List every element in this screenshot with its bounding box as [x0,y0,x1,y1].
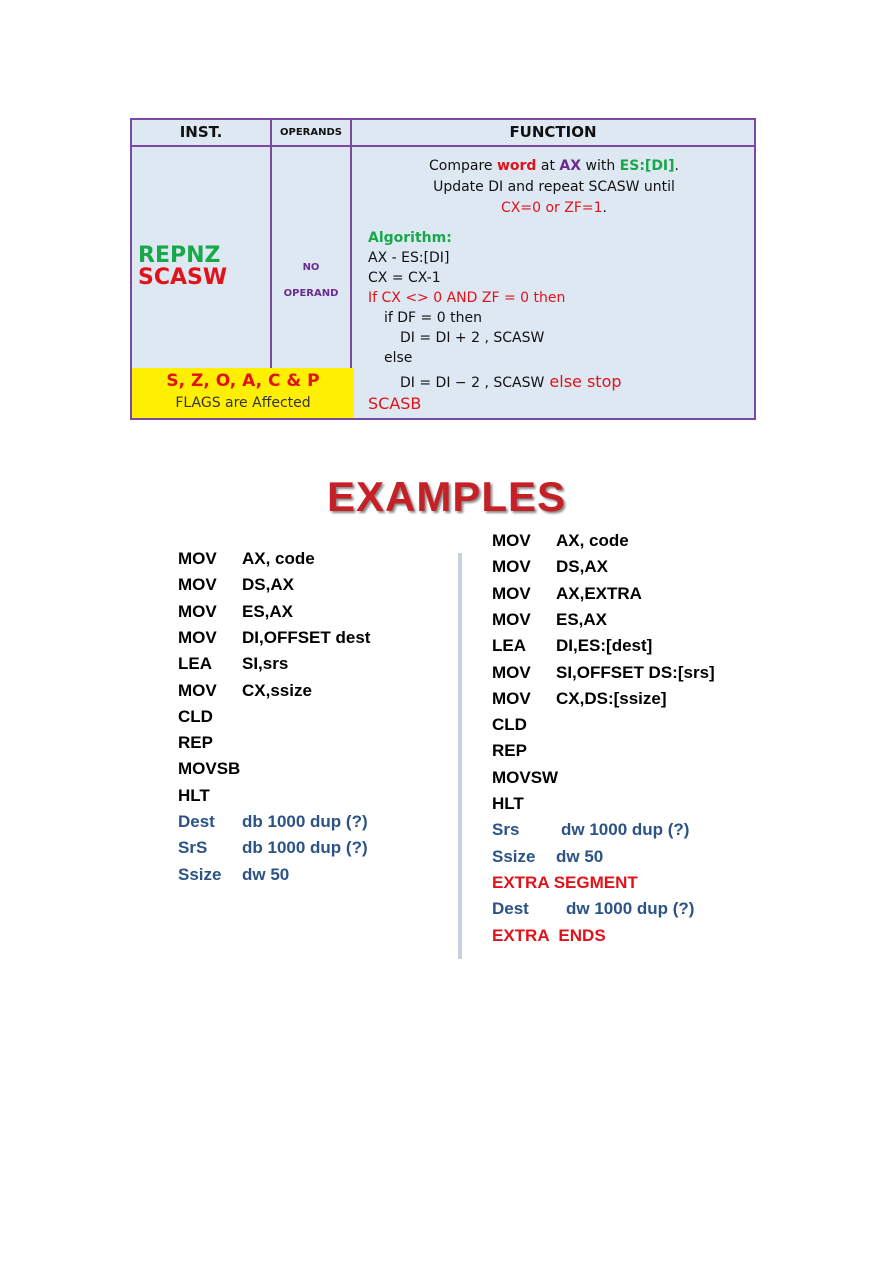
function-line1: Compare word at AX with ES:[DI]. [429,158,679,174]
code-mnemonic: MOV [492,557,531,577]
code-mnemonic: HLT [178,785,210,805]
code-operand: DS,AX [242,575,294,595]
code-mnemonic: MOV [178,680,217,700]
code-operand: AX, code [242,549,315,568]
code-operand: DI,OFFSET dest [242,627,371,647]
flags-list: S, Z, O, A, C & P [166,371,320,391]
code-operand: DS,AX [556,557,608,577]
code-mnemonic: CLD [492,715,527,735]
instruction-mnemonic: SCASW [138,265,228,290]
header-inst: INST. [179,123,223,141]
instruction-table [130,118,756,420]
code-mnemonic: REP [492,741,527,761]
code-mnemonic: Ssize [492,846,536,866]
function-line3: CX=0 or ZF=1. [501,200,607,216]
code-mnemonic: MOV [178,601,217,621]
code-mnemonic: EXTRA SEGMENT [492,872,638,892]
code-mnemonic: MOV [492,662,531,682]
code-mnemonic: SrS [178,838,208,858]
code-operand: CX,ssize [242,680,312,700]
code-mnemonic: Srs [492,820,520,840]
code-mnemonic: HLT [492,794,524,813]
code-mnemonic: Dest [492,899,529,919]
code-mnemonic: MOV [178,627,217,647]
flags-affected-box [132,368,354,418]
code-mnemonic: MOV [492,531,531,550]
instruction-prefix: REPNZ [138,243,221,268]
code-mnemonic: REP [178,733,213,753]
algorithm-step: AX - ES:[DI] [368,250,450,266]
code-operand: dw 1000 dup (?) [566,899,695,919]
algorithm-step: DI = DI + 2 , SCASW [400,330,545,346]
algorithm-step: else [384,350,413,366]
code-mnemonic: MOV [492,583,531,603]
code-operand: db 1000 dup (?) [242,812,368,831]
header-function: FUNCTION [509,123,597,141]
code-operand: dw 50 [242,864,290,884]
code-mnemonic: MOV [178,575,217,595]
examples-title: EXAMPLES [326,473,567,520]
code-operand: db 1000 dup (?) [242,838,368,858]
code-operand: dw 1000 dup (?) [561,820,690,840]
algorithm-title: Algorithm: [368,230,452,246]
code-mnemonic: Dest [178,812,215,831]
header-divider [132,145,754,147]
column-separator [458,553,462,959]
code-mnemonic: MOV [492,609,531,629]
code-operand: DI,ES:[dest] [556,636,653,656]
function-line2: Update DI and repeat SCASW until [433,179,675,195]
algorithm-step: CX = CX-1 [368,270,441,286]
algorithm-step: SCASB [368,394,422,413]
code-mnemonic: LEA [178,654,212,674]
operands-line2: OPERAND [283,288,339,299]
operands-line1: NO [302,262,320,273]
code-operand: dw 50 [556,846,604,866]
header-operands: OPERANDS [280,127,342,138]
algorithm-step: If CX <> 0 AND ZF = 0 then [368,290,566,306]
code-operand: AX,EXTRA [556,583,642,603]
flags-note: FLAGS are Affected [175,395,311,411]
code-operand: ES,AX [556,609,608,629]
algorithm-step: DI = DI − 2 , SCASW else stop [400,372,622,391]
code-operand: CX,DS:[ssize] [556,688,667,708]
code-mnemonic: MOV [178,549,217,568]
code-mnemonic: LEA [492,636,526,656]
code-operand: ES,AX [242,601,294,621]
code-mnemonic: MOV [492,688,531,708]
code-mnemonic: EXTRA ENDS [492,925,606,945]
code-mnemonic: Ssize [178,864,222,884]
code-operand: AX, code [556,531,629,550]
algorithm-step: if DF = 0 then [384,310,482,326]
code-mnemonic: MOVSW [492,767,559,787]
code-operand: SI,OFFSET DS:[srs] [556,662,715,682]
code-mnemonic: CLD [178,706,213,726]
code-mnemonic: MOVSB [178,759,241,779]
code-operand: SI,srs [242,654,289,674]
